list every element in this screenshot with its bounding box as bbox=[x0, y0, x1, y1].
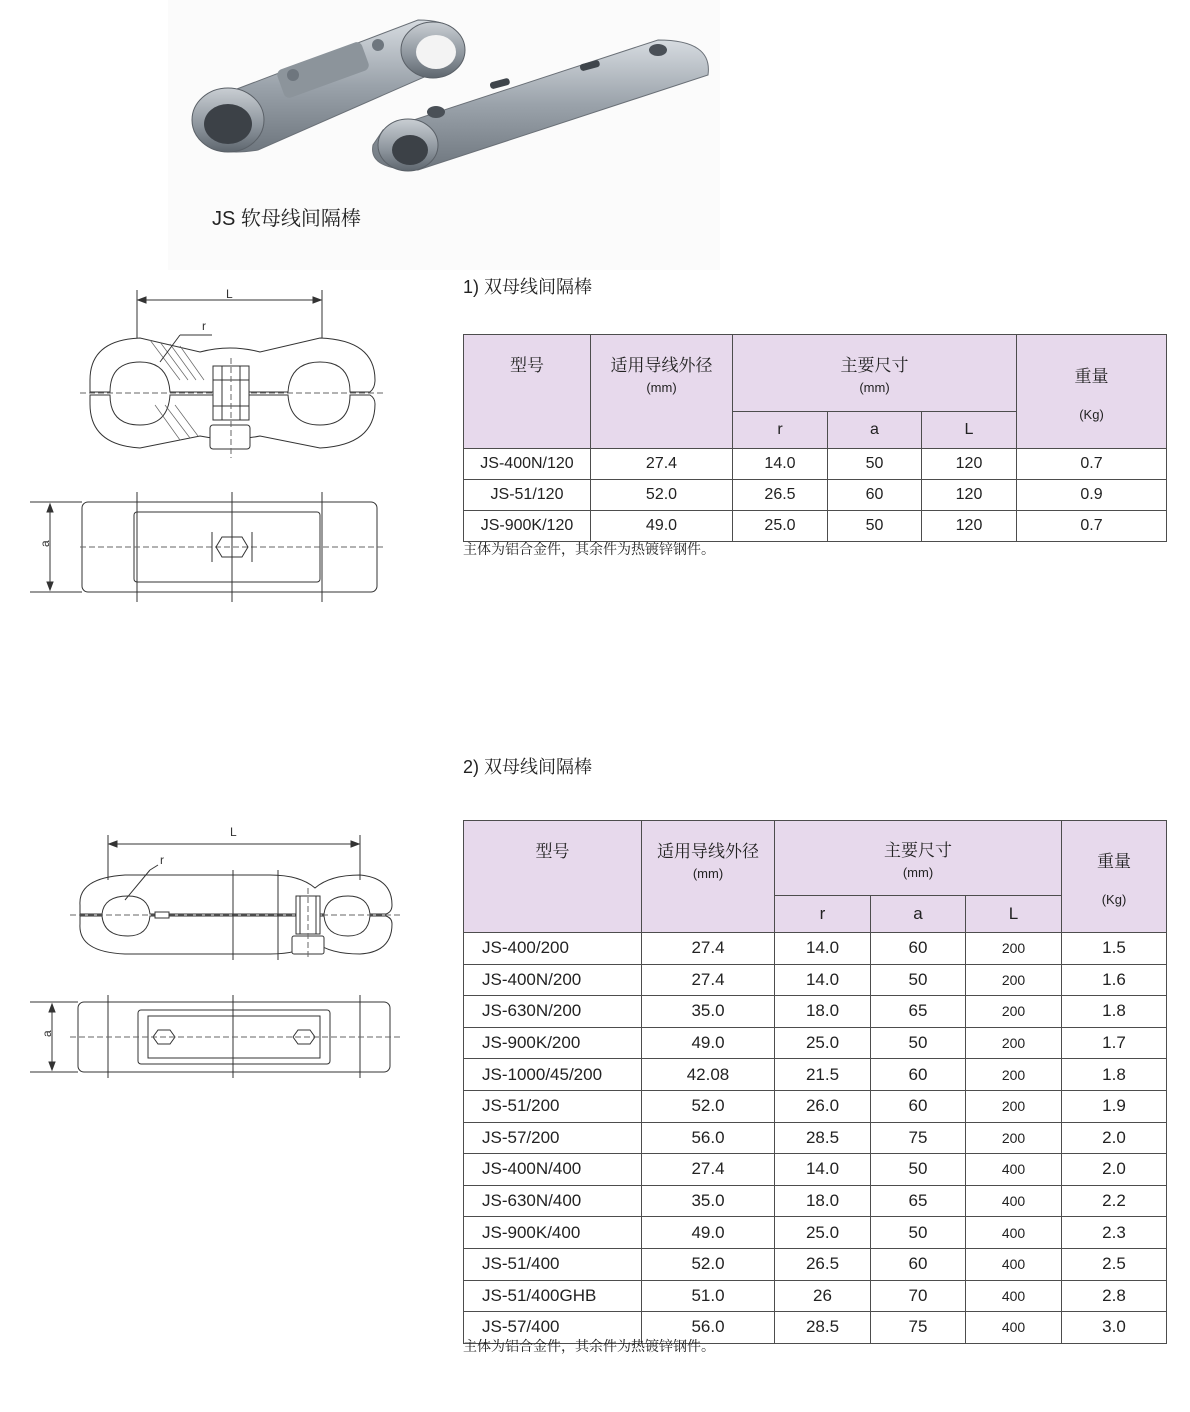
cell-l: 400 bbox=[966, 1185, 1062, 1217]
cell-weight: 1.8 bbox=[1062, 1059, 1167, 1091]
cell-weight: 2.5 bbox=[1062, 1248, 1167, 1280]
cell-l: 120 bbox=[922, 449, 1017, 480]
section2-title: 2) 双母线间隔棒 bbox=[463, 757, 593, 777]
dim-label-l: L bbox=[226, 287, 233, 301]
cell-model: JS-900K/400 bbox=[464, 1217, 642, 1249]
cell-l: 400 bbox=[966, 1312, 1062, 1344]
cell-r: 14.0 bbox=[775, 964, 871, 996]
cell-a: 60 bbox=[871, 1090, 966, 1122]
table-row bbox=[464, 1027, 1167, 1059]
cell-weight: 2.2 bbox=[1062, 1185, 1167, 1217]
header2-weight: 重量 (Kg) bbox=[1062, 821, 1167, 933]
cell-a: 70 bbox=[871, 1280, 966, 1312]
header-a: a bbox=[828, 412, 922, 449]
cell-a: 60 bbox=[871, 933, 966, 965]
header2-l: L bbox=[966, 896, 1062, 933]
cell-l: 400 bbox=[966, 1280, 1062, 1312]
table-row bbox=[464, 996, 1167, 1028]
header-diameter: 适用导线外径 (mm) bbox=[591, 335, 733, 449]
header2-a: a bbox=[871, 896, 966, 933]
cell-model: JS-1000/45/200 bbox=[464, 1059, 642, 1091]
cell-diameter: 52.0 bbox=[642, 1090, 775, 1122]
header-weight: 重量 (Kg) bbox=[1017, 335, 1167, 449]
cell-diameter: 27.4 bbox=[642, 933, 775, 965]
cell-r: 25.0 bbox=[733, 511, 828, 542]
cell-model: JS-57/400 bbox=[464, 1312, 642, 1344]
cell-weight: 1.5 bbox=[1062, 933, 1167, 965]
cell-l: 200 bbox=[966, 1059, 1062, 1091]
cell-model: JS-900K/120 bbox=[464, 511, 591, 542]
product-caption: JS 软母线间隔棒 bbox=[212, 208, 361, 230]
header-r: r bbox=[733, 412, 828, 449]
cell-r: 25.0 bbox=[775, 1217, 871, 1249]
table-row bbox=[464, 1122, 1167, 1154]
cell-a: 75 bbox=[871, 1312, 966, 1344]
cell-diameter: 42.08 bbox=[642, 1059, 775, 1091]
cell-diameter: 52.0 bbox=[591, 480, 733, 511]
table-row bbox=[464, 1154, 1167, 1186]
header-l: L bbox=[922, 412, 1017, 449]
table-row bbox=[464, 511, 1167, 542]
cell-r: 26.0 bbox=[775, 1090, 871, 1122]
table-row bbox=[464, 1280, 1167, 1312]
cell-weight: 3.0 bbox=[1062, 1312, 1167, 1344]
cell-weight: 2.3 bbox=[1062, 1217, 1167, 1249]
section1-note: 主体为铝合金件，其余件为热镀锌钢件。 bbox=[463, 541, 715, 557]
cell-r: 18.0 bbox=[775, 1185, 871, 1217]
cell-weight: 1.9 bbox=[1062, 1090, 1167, 1122]
cell-l: 400 bbox=[966, 1154, 1062, 1186]
cell-weight: 0.7 bbox=[1017, 449, 1167, 480]
cell-diameter: 49.0 bbox=[642, 1217, 775, 1249]
cell-a: 50 bbox=[828, 511, 922, 542]
header2-diameter: 适用导线外径 (mm) bbox=[642, 821, 775, 933]
cell-a: 65 bbox=[871, 996, 966, 1028]
dim2-label-a: a bbox=[40, 1030, 54, 1037]
cell-r: 28.5 bbox=[775, 1122, 871, 1154]
cell-weight: 0.7 bbox=[1017, 511, 1167, 542]
cell-diameter: 27.4 bbox=[642, 964, 775, 996]
cell-weight: 2.0 bbox=[1062, 1154, 1167, 1186]
cell-l: 400 bbox=[966, 1248, 1062, 1280]
cell-diameter: 27.4 bbox=[591, 449, 733, 480]
cell-model: JS-400N/200 bbox=[464, 964, 642, 996]
cell-l: 200 bbox=[966, 996, 1062, 1028]
table-row bbox=[464, 480, 1167, 511]
cell-r: 14.0 bbox=[775, 933, 871, 965]
cell-l: 200 bbox=[966, 933, 1062, 965]
header2-model: 型号 bbox=[464, 821, 642, 933]
table-row bbox=[464, 1248, 1167, 1280]
table-row bbox=[464, 1217, 1167, 1249]
cell-a: 50 bbox=[871, 1027, 966, 1059]
cell-weight: 2.0 bbox=[1062, 1122, 1167, 1154]
spec-table-1 bbox=[463, 334, 1167, 542]
cell-a: 50 bbox=[828, 449, 922, 480]
cell-l: 200 bbox=[966, 964, 1062, 996]
header-dims: 主要尺寸 (mm) bbox=[733, 335, 1017, 412]
cell-weight: 0.9 bbox=[1017, 480, 1167, 511]
cell-l: 200 bbox=[966, 1090, 1062, 1122]
cell-a: 50 bbox=[871, 1217, 966, 1249]
cell-r: 28.5 bbox=[775, 1312, 871, 1344]
cell-a: 60 bbox=[828, 480, 922, 511]
cell-model: JS-630N/400 bbox=[464, 1185, 642, 1217]
technical-drawing-1 bbox=[30, 280, 390, 610]
dim2-label-r: r bbox=[160, 853, 164, 867]
cell-a: 65 bbox=[871, 1185, 966, 1217]
cell-diameter: 27.4 bbox=[642, 1154, 775, 1186]
cell-model: JS-400N/120 bbox=[464, 449, 591, 480]
table-row bbox=[464, 1090, 1167, 1122]
cell-r: 21.5 bbox=[775, 1059, 871, 1091]
cell-r: 26 bbox=[775, 1280, 871, 1312]
cell-r: 26.5 bbox=[775, 1248, 871, 1280]
cell-diameter: 56.0 bbox=[642, 1122, 775, 1154]
dim-label-a: a bbox=[38, 540, 52, 547]
cell-model: JS-51/120 bbox=[464, 480, 591, 511]
header-model: 型号 bbox=[464, 335, 591, 449]
cell-diameter: 49.0 bbox=[642, 1027, 775, 1059]
cell-a: 50 bbox=[871, 1154, 966, 1186]
spec-table-2 bbox=[463, 820, 1167, 1344]
section2-note: 主体为铝合金件，其余件为热镀锌钢件。 bbox=[463, 1338, 715, 1354]
cell-r: 18.0 bbox=[775, 996, 871, 1028]
cell-r: 26.5 bbox=[733, 480, 828, 511]
table-row bbox=[464, 933, 1167, 965]
header2-r: r bbox=[775, 896, 871, 933]
cell-diameter: 35.0 bbox=[642, 996, 775, 1028]
section1-title: 1) 双母线间隔棒 bbox=[463, 277, 593, 297]
table-row bbox=[464, 1185, 1167, 1217]
cell-l: 400 bbox=[966, 1217, 1062, 1249]
cell-a: 60 bbox=[871, 1248, 966, 1280]
cell-l: 120 bbox=[922, 480, 1017, 511]
cell-model: JS-900K/200 bbox=[464, 1027, 642, 1059]
cell-model: JS-51/400 bbox=[464, 1248, 642, 1280]
cell-weight: 1.7 bbox=[1062, 1027, 1167, 1059]
cell-r: 25.0 bbox=[775, 1027, 871, 1059]
cell-l: 200 bbox=[966, 1027, 1062, 1059]
cell-model: JS-51/400GHB bbox=[464, 1280, 642, 1312]
cell-model: JS-51/200 bbox=[464, 1090, 642, 1122]
cell-a: 75 bbox=[871, 1122, 966, 1154]
cell-diameter: 35.0 bbox=[642, 1185, 775, 1217]
cell-diameter: 51.0 bbox=[642, 1280, 775, 1312]
cell-diameter: 56.0 bbox=[642, 1312, 775, 1344]
header2-dims: 主要尺寸 (mm) bbox=[775, 821, 1062, 896]
dim-label-r: r bbox=[202, 319, 206, 333]
dim2-label-l: L bbox=[230, 825, 237, 839]
table-row bbox=[464, 449, 1167, 480]
cell-weight: 2.8 bbox=[1062, 1280, 1167, 1312]
cell-model: JS-630N/200 bbox=[464, 996, 642, 1028]
technical-drawing-2 bbox=[30, 820, 410, 1080]
table-row bbox=[464, 964, 1167, 996]
cell-a: 60 bbox=[871, 1059, 966, 1091]
cell-r: 14.0 bbox=[775, 1154, 871, 1186]
cell-diameter: 49.0 bbox=[591, 511, 733, 542]
cell-model: JS-57/200 bbox=[464, 1122, 642, 1154]
cell-r: 14.0 bbox=[733, 449, 828, 480]
cell-diameter: 52.0 bbox=[642, 1248, 775, 1280]
cell-model: JS-400N/400 bbox=[464, 1154, 642, 1186]
cell-model: JS-400/200 bbox=[464, 933, 642, 965]
cell-weight: 1.8 bbox=[1062, 996, 1167, 1028]
cell-l: 120 bbox=[922, 511, 1017, 542]
cell-a: 50 bbox=[871, 964, 966, 996]
table-row bbox=[464, 1059, 1167, 1091]
cell-l: 200 bbox=[966, 1122, 1062, 1154]
cell-weight: 1.6 bbox=[1062, 964, 1167, 996]
